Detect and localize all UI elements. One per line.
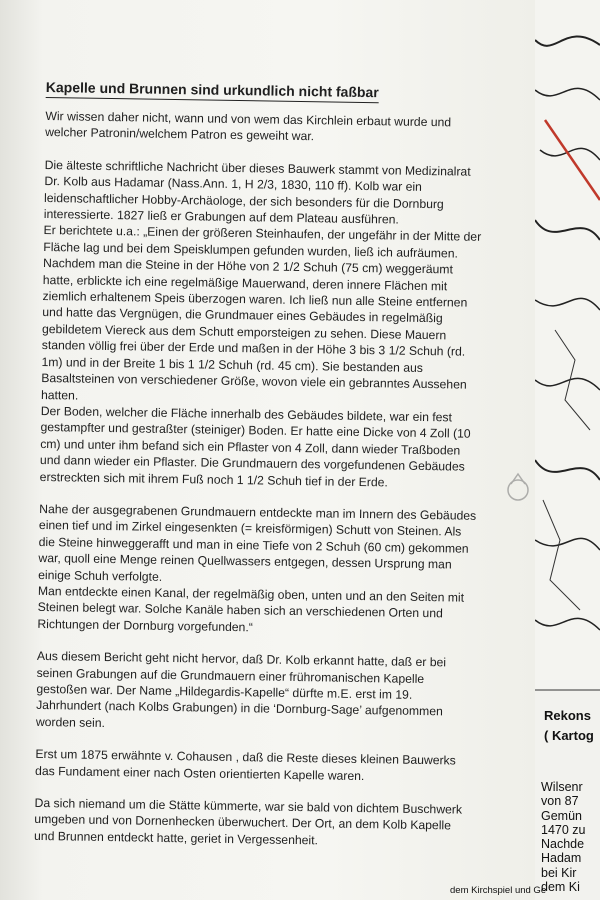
watermark-logo [497,460,539,520]
footer-text-fragment: dem Kirchspiel und Ge [450,885,547,896]
article [34,78,486,851]
paragraph-well-discovery: Nahe der ausgegrabenen Grundmauern entdeckte man im Innern des Gebäudes einen tief und im Zirkel eingesenkten (= kreisförmigen) Schutt von Steinen. Als die Steine hinweggerafft und man in eine Tiefe von 2 Schuh (60 cm) gekommen war, quoll eine Menge reinen Quellwassers entgegen, dessen Ursprung man einige Schuh verfolgte. Man entdeckte einen Kanal, der regelmäßig oben, unten und an den Seiten mit Steinen belegt war. Solche Kanäle haben sich an verschiedenen Orten und Richtungen der Dornburg vorgefunden.“ [37,501,477,635]
paragraph-intro: Wir wissen daher nicht, wann und von wem das Kirchlein erbaut wurde und welcher Patronin/welchem Patron es geweiht war. [45,108,452,144]
paragraph-chapel-name: Aus diesem Bericht geht nicht hervor, daß Dr. Kolb erkannt hatte, daß er bei seinen Grabungen auf die Grundmauern einer frühromanischen Kapelle gestoßen war. Der Name „Hildegardis-Kapelle“ dürfte m.E. erst im 19. Jahrhundert (nach Kolbs Grabungen) in die ‘Dornburg-Sage’ aufgenommen worden sein. [35,649,447,730]
map-caption-reconstruction: Rekons [544,708,591,723]
map-panel [535,0,600,900]
article-heading: Kapelle und Brunnen sind urkundlich nicht faßbar [46,78,379,103]
map-drawing [535,0,600,900]
watermark-icon [497,460,539,520]
paragraph-kolb-report: Die älteste schriftliche Nachricht über dieses Bauwerk stammt von Medizinalrat Dr. Kolb aus Hadamar (Nass.Ann. 1, H 2/3, 1830, 110 ff). Kolb war ein leidenschaftlicher Hobby-Archäologe, der sich besonders für die Dornburg interessierte. 1827 ließ er Grabungen auf dem Plateau ausführen. Er berichtete u.a.: „Einen der größeren Steinhaufen, der ungefähr in der Mitte der Fläche lag und bei dem Speisklumpen gefunden wurden, ließ ich aufräumen. Nachdem man die Steine in der Höhe von 2 1/2 Schuh (75 cm) weggeräumt hatte, erblickte ich eine regelmäßige Mauerwand, deren innere Flächen mit ziemlich erhaltenem Speis überzogen waren. Ich ließ nun alle Steine entfernen und hatte das Vergnügen, die Grundmauer eines Gebäudes in regelmäßig gebildetem Viereck aus dem Schutt emporsteigen zu sehen. Diese Mauern standen völlig frei über der Erde und maßen in der Höhe 3 bis 3 1/2 Schuh (rd. 1m) und in der Breite 1 bis 1 1/2 Schuh (rd. 45 cm). Sie bestanden aus Basaltsteinen von verschiedener Größe, wovon viele ein gebranntes Aussehen hatten. Der Boden, welcher die Fläche innerhalb des Gebäudes bildete, war ein fest gestampfter und gestraßter (steiniger) Boden. Er hatte eine Dicke von 4 Zoll (10 cm) und unter ihm befand sich ein Pflaster von 4 Zoll, dann wieder Traßboden und dann wieder ein Pflaster. Die Grundmauern des vorgefundenen Gebäudes erstreckten sich mit ihrem Fuß noch 1 1/2 Schuh tief in der Erde. [39,157,482,489]
map-caption-cartography: ( Kartog [544,728,594,743]
map-side-text: Wilsenr von 87 Gemün 1470 zu Nachde Hadam bei Kir dem Ki [541,780,586,895]
paragraph-cohausen: Erst um 1875 erwähnte v. Cohausen , daß die Reste dieses kleinen Bauwerks das Fundament einer nach Osten orientierten Kapelle waren. [35,747,456,783]
paragraph-forgotten: Da sich niemand um die Stätte kümmerte, war sie bald von dichtem Buschwerk umgeben und von Dornenhecken überwuchert. Der Ort, an dem Kolb Kapelle und Brunnen entdeckt hatte, geriet in Vergessenheit. [33,795,463,848]
